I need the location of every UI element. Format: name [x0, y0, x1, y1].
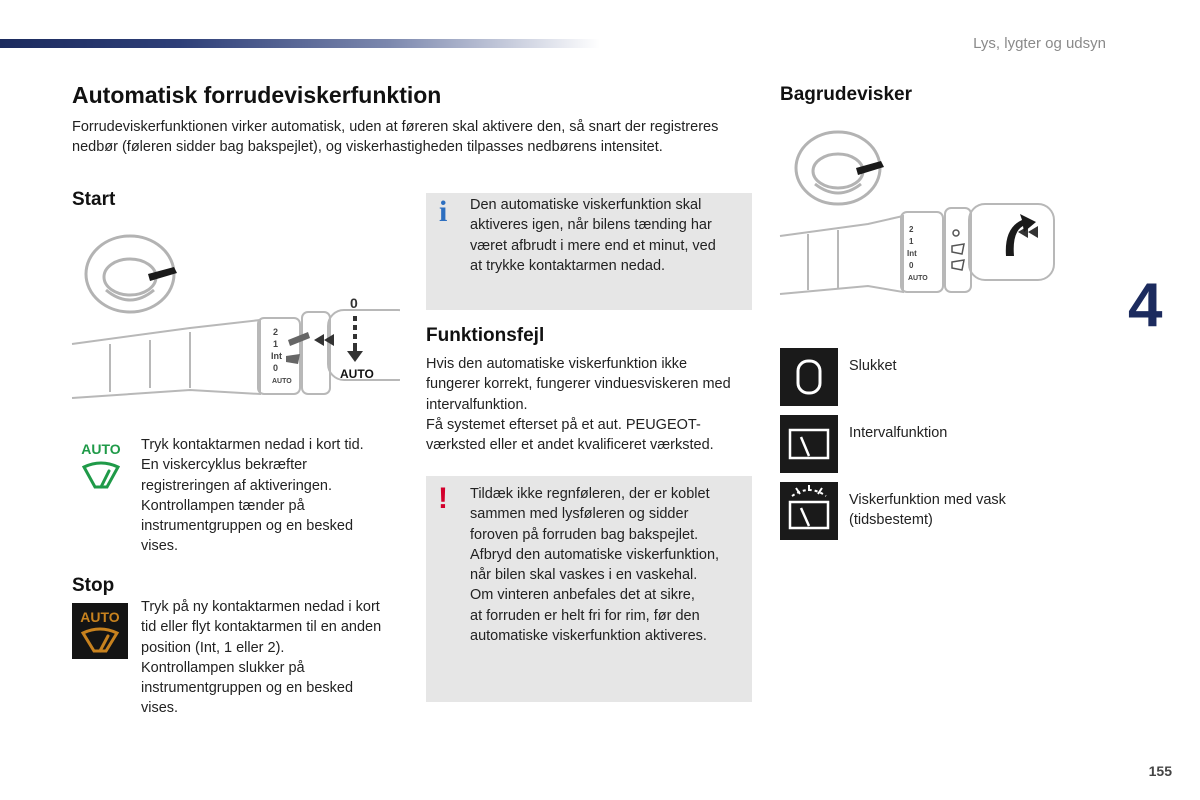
page-number: 155: [1148, 763, 1172, 779]
stalk-position-1: 1: [273, 339, 279, 349]
auto-wiper-indicator-amber: [72, 603, 128, 659]
section-title: Lys, lygter og udsyn: [973, 35, 1106, 52]
stalk-position-2: 2: [273, 327, 279, 337]
malfunction-heading: Funktionsfejl: [426, 325, 545, 346]
malfunction-text: Hvis den automatiske viskerfunktion ikke fungerer korrekt, fungerer vinduesviskeren med intervalfunktion. Få systemet efterset på et aut. PEUGEOT- værksted eller et andet kvalificeret værksted.: [426, 356, 731, 454]
wiper-washer-icon: [780, 482, 838, 540]
windscreen-wiper-icon: [84, 463, 118, 487]
page-title: Automatisk forrudeviskerfunktion: [72, 82, 442, 108]
symbol-wash: [780, 482, 838, 540]
chapter-number: 4: [1128, 271, 1163, 340]
warning-icon: !: [438, 482, 448, 515]
front-wiper-stalk-illustration: [70, 232, 400, 402]
stalk-position-auto: AUTO: [272, 378, 292, 385]
stop-indicator-label: AUTO: [80, 609, 120, 625]
rotate-up-arrow-icon: [1006, 214, 1036, 256]
start-description: Tryk kontaktarmen nedad i kort tid. En viskercyklus bekræfter registreringen af aktiveringen. Kontrollampen tænder på instrumentgruppen og en besked vises.: [141, 437, 364, 555]
auto-position-label: AUTO: [340, 367, 374, 381]
stalk-position-int: Int: [271, 351, 282, 361]
info-box: [426, 193, 752, 310]
symbol-interval-label: Intervalfunktion: [849, 425, 948, 441]
rear-wiper-stalk-illustration: [778, 128, 1058, 300]
stop-heading: Stop: [72, 575, 115, 596]
info-text: Den automatiske viskerfunktion skal aktiveres igen, når bilens tænding har været afbrudt i mere end et minut, ved at trykke kontaktarmen nedad.: [470, 197, 716, 274]
symbol-off-label: Slukket: [849, 358, 897, 374]
stalk-position-1: 1: [909, 237, 914, 246]
warning-text: Tildæk ikke regnføleren, der er koblet sammen med lysføleren og sidder foroven på forruden bag bakspejlet. Afbryd den automatiske viskerfunktion, når bilen skal vaskes i en vaskehal. Om vinteren anbefales det at sikre, at forruden er helt fri for rim, før den automatiske viskerfunktion aktiveres.: [470, 486, 720, 645]
symbol-off: [780, 348, 838, 406]
rear-wiper-icon: [952, 230, 964, 270]
stalk-position-0: 0: [909, 261, 914, 270]
interval-wiper-icon: [780, 415, 838, 473]
stalk-position-2: 2: [909, 225, 914, 234]
position-zero-label: 0: [350, 295, 358, 311]
rear-wiper-heading: Bagrudevisker: [780, 84, 913, 105]
stalk-position-0: 0: [273, 363, 279, 373]
zero-icon: [780, 348, 838, 406]
intro-paragraph: Forrudeviskerfunktionen virker automatisk, uden at føreren skal aktivere den, så snart der registreres nedbør (føleren sidder bag bakspejlet), og viskerhastigheden tilpasses nedbørens intensitet.: [72, 119, 719, 156]
stop-description: Tryk på ny kontaktarmen nedad i kort tid eller flyt kontaktarmen til en anden position (Int, 1 eller 2). Kontrollampen slukker på instrumentgruppen og en besked vises.: [141, 599, 382, 717]
auto-wiper-indicator-green: [79, 441, 123, 497]
push-down-arrow-icon: [347, 316, 363, 362]
symbol-wash-label: Viskerfunktion med vask (tidsbestemt): [849, 492, 1006, 529]
auto-indicator-label: AUTO: [81, 441, 121, 457]
header-color-bar: [0, 39, 600, 48]
start-heading: Start: [72, 189, 116, 210]
stalk-position-auto: AUTO: [908, 275, 928, 282]
warning-box: [426, 476, 752, 702]
stalk-position-int: Int: [907, 249, 917, 258]
info-icon: i: [439, 195, 448, 228]
front-wash-icon: [286, 332, 310, 364]
symbol-interval: [780, 415, 838, 473]
